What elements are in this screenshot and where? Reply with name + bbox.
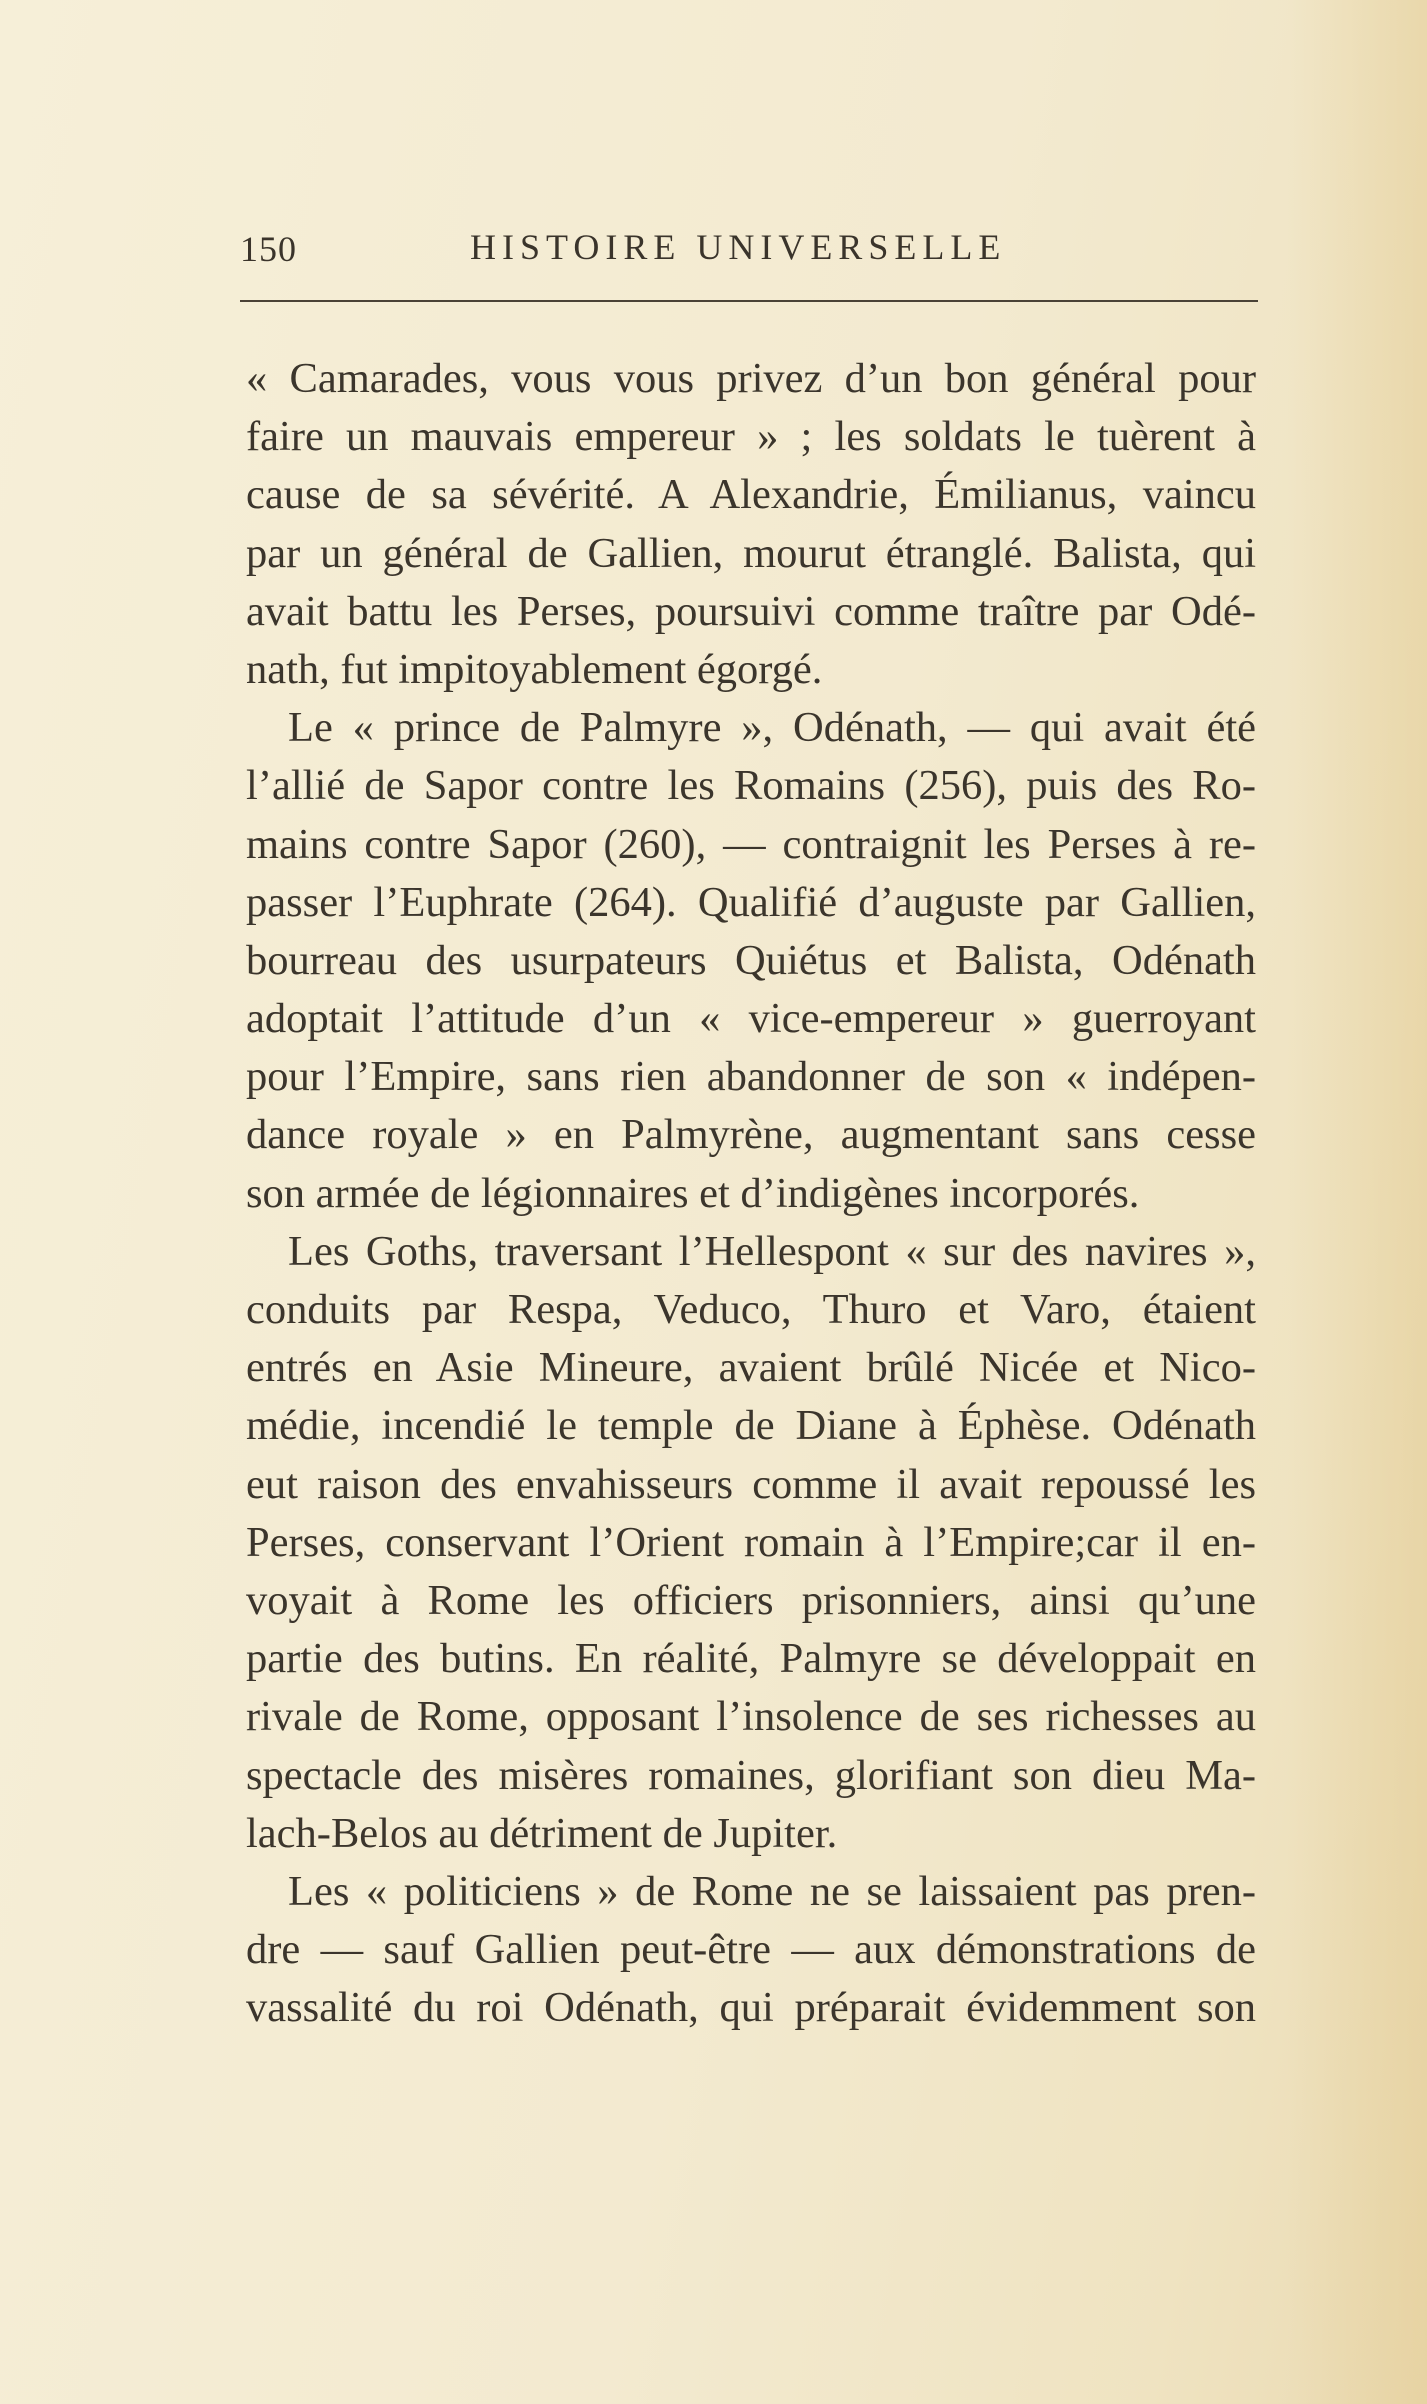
text-line: Perses, conservant l’Orient romain à l’Empire;car il en- [246,1518,1256,1566]
text-line: voyait à Rome les officiers prisonniers, ainsi qu’une [246,1576,1256,1624]
text-line: bourreau des usurpateurs Quiétus et Balista, Odénath [246,936,1256,984]
text-line: avait battu les Perses, poursuivi comme traître par Odé- [246,587,1256,635]
text-line: cause de sa sévérité. A Alexandrie, Émilianus, vaincu [246,471,1256,519]
text-line: l’allié de Sapor contre les Romains (256), puis des Ro- [246,762,1256,810]
text-line: médie, incendié le temple de Diane à Éphèse. Odénath [246,1402,1256,1450]
text-line: vassalité du roi Odénath, qui préparait évidemment son [246,1984,1256,2032]
text-line: adoptait l’attitude d’un « vice-empereur » guerroyant [246,995,1256,1043]
text-line: entrés en Asie Mineure, avaient brûlé Nicée et Nico- [246,1344,1256,1392]
page-header [240,220,1260,280]
text-line: lach-Belos au détriment de Jupiter. [246,1809,838,1857]
paragraph-first-line: Les Goths, traversant l’Hellespont « sur des navires », [288,1227,1256,1275]
paragraph-first-line: Le « prince de Palmyre », Odénath, — qui avait été [288,704,1256,752]
text-line: nath, fut impitoyablement égorgé. [246,645,823,693]
text-line: pour l’Empire, sans rien abandonner de son « indépen- [246,1053,1256,1101]
text-line: mains contre Sapor (260), — contraignit les Perses à re- [246,820,1256,868]
header-rule [240,300,1258,302]
running-title: HISTOIRE UNIVERSELLE [470,227,1007,267]
text-line: conduits par Respa, Veduco, Thuro et Varo, étaient [246,1286,1256,1333]
text-line: rivale de Rome, opposant l’insolence de ses richesses au [246,1693,1256,1741]
body-text [246,350,1256,2037]
text-line: par un général de Gallien, mourut étranglé. Balista, qui [246,529,1256,577]
text-line: partie des butins. En réalité, Palmyre se développait en [246,1635,1256,1683]
page-edge-shading [1287,0,1427,2404]
text-line: passer l’Euphrate (264). Qualifié d’auguste par Gallien, [246,878,1256,926]
text-line: son armée de légionnaires et d’indigènes incorporés. [246,1169,1140,1217]
text-line: dre — sauf Gallien peut-être — aux démonstrations de [246,1926,1256,1974]
text-line: « Camarades, vous vous privez d’un bon général pour [246,355,1256,402]
paragraph-first-line: Les « politiciens » de Rome ne se laissaient pas pren- [288,1867,1256,1915]
text-line: dance royale » en Palmyrène, augmentant sans cesse [246,1111,1256,1159]
text-line: eut raison des envahisseurs comme il avait repoussé les [246,1460,1256,1508]
text-line: faire un mauvais empereur » ; les soldats le tuèrent à [246,413,1256,461]
page-number: 150 [240,229,297,269]
text-line: spectacle des misères romaines, glorifiant son dieu Ma- [246,1751,1256,1799]
